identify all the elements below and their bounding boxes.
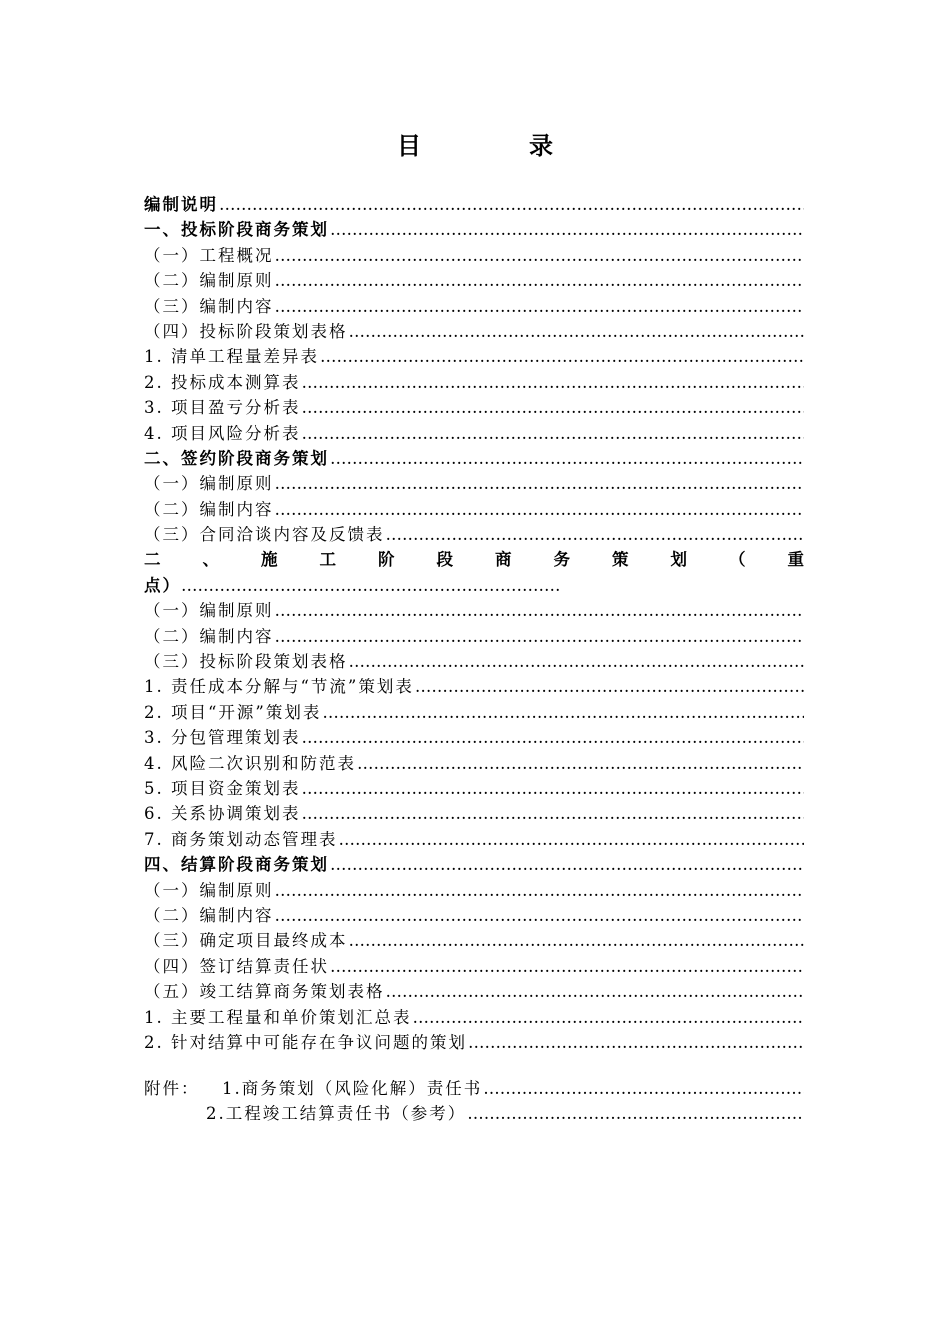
toc-leader-dots: …………………………………………………………… [181, 575, 561, 595]
spread-heading-char: 施 [261, 550, 278, 570]
spread-heading-char: 重 [787, 550, 804, 570]
toc-leader-dots [275, 294, 805, 319]
toc-leader-dots [483, 1076, 804, 1101]
toc-entry-label: 2. 投标成本测算表 [144, 372, 301, 392]
toc-entry-label: （二）编制原则 [144, 271, 274, 291]
toc-entry[interactable] [144, 217, 804, 242]
toc-entry-label: 1. 清单工程量差异表 [144, 347, 319, 367]
toc-entry-label: （三）投标阶段策划表格 [144, 652, 348, 672]
toc-leader-dots [386, 522, 805, 547]
toc-entry[interactable] [144, 624, 804, 649]
toc-entry[interactable] [144, 319, 804, 344]
toc-leader-dots [349, 928, 805, 953]
toc-entry[interactable] [144, 827, 804, 852]
toc-entry-label: 编制说明 [144, 195, 218, 214]
toc-entry[interactable] [144, 700, 804, 725]
toc-entry[interactable] [144, 852, 804, 877]
annex-item-label: 1.商务策划（风险化解）责任书 [222, 1079, 483, 1098]
toc-leader-dots [349, 649, 805, 674]
toc-entry[interactable] [144, 1005, 804, 1030]
toc-entry[interactable] [144, 979, 804, 1004]
toc-leader-dots [275, 243, 805, 268]
toc-leader-dots [330, 217, 804, 242]
toc-leader-dots [330, 446, 804, 471]
toc-entry-label: 3. 分包管理策划表 [144, 728, 301, 748]
toc-leader-dots [320, 344, 804, 369]
spread-heading-char: 阶 [378, 550, 395, 570]
toc-entry-label: 6. 关系协调策划表 [144, 804, 301, 824]
toc-entry[interactable] [144, 395, 804, 420]
toc-leader-dots [357, 751, 804, 776]
toc-entry[interactable] [144, 751, 804, 776]
toc-entry-label: 5. 项目资金策划表 [144, 778, 301, 798]
toc-entry-label: 二、签约阶段商务策划 [144, 448, 329, 468]
toc-leader-dots [413, 1005, 805, 1030]
toc-entry-label: （三）合同洽谈内容及反馈表 [144, 525, 385, 545]
toc-entry-spread-heading-tail[interactable] [144, 573, 804, 598]
toc-entry[interactable] [144, 801, 804, 826]
toc-entry-label: 一、投标阶段商务策划 [144, 220, 329, 240]
toc-entry-label: （一）编制原则 [144, 601, 274, 621]
toc-leader-dots [275, 497, 805, 522]
toc-entry-label: 四、结算阶段商务策划 [144, 855, 329, 875]
toc-leader-dots [275, 471, 805, 496]
toc-entry-label: （二）编制内容 [144, 905, 274, 925]
spread-heading-char: 二 [144, 550, 161, 570]
toc-entry[interactable] [144, 878, 804, 903]
spread-heading-char: （ [729, 550, 746, 570]
toc-entry[interactable] [144, 471, 804, 496]
toc-entry-label: （二）编制内容 [144, 499, 274, 519]
toc-leader-dots [302, 801, 805, 826]
spread-heading-char: 策 [612, 550, 629, 570]
toc-entry-label: （四）签订结算责任状 [144, 956, 329, 976]
toc-section-1 [144, 192, 804, 547]
toc-entry-label: （一）编制原则 [144, 474, 274, 494]
page-title: 目 录 [397, 131, 595, 160]
spread-heading [144, 547, 804, 572]
toc-leader-dots [415, 674, 804, 699]
toc-leader-dots [275, 903, 805, 928]
toc-entry-label: 2. 项目“开源”策划表 [144, 702, 322, 722]
toc-entry[interactable] [144, 674, 804, 699]
toc-leader-dots [339, 827, 805, 852]
toc-entry-label: 4. 风险二次识别和防范表 [144, 753, 356, 773]
toc-entry[interactable] [144, 903, 804, 928]
annex-item[interactable] [144, 1101, 804, 1126]
spread-heading-char: 务 [553, 550, 570, 570]
spread-heading-char: 、 [202, 550, 219, 570]
toc-entry[interactable] [144, 776, 804, 801]
annex-prefix: 附件： [144, 1079, 200, 1098]
toc-leader-dots [330, 852, 804, 877]
toc-leader-dots [302, 395, 805, 420]
toc-leader-dots [468, 1030, 804, 1055]
toc-leader-dots [349, 319, 805, 344]
spread-heading-char: 工 [319, 550, 336, 570]
spread-heading-char: 商 [495, 550, 512, 570]
toc-leader-dots [302, 421, 805, 446]
annex-item-label: 2.工程竣工结算责任书（参考） [206, 1104, 467, 1124]
table-of-contents [144, 192, 804, 1055]
toc-entry[interactable] [144, 954, 804, 979]
toc-leader-dots [302, 776, 805, 801]
toc-leader-dots [275, 598, 805, 623]
toc-entry[interactable] [144, 294, 804, 319]
toc-entry-label: （一）编制原则 [144, 880, 274, 900]
toc-entry[interactable] [144, 268, 804, 293]
toc-leader-dots [219, 192, 804, 217]
toc-entry[interactable] [144, 725, 804, 750]
toc-entry[interactable] [144, 370, 804, 395]
toc-leader-dots [386, 979, 805, 1004]
toc-entry-label: 2. 针对结算中可能存在争议问题的策划 [144, 1032, 467, 1052]
toc-entry[interactable] [144, 928, 804, 953]
toc-leader-dots [275, 878, 805, 903]
toc-entry-label: （四）投标阶段策划表格 [144, 321, 348, 341]
toc-leader-dots [275, 624, 805, 649]
toc-entry-label: （二）编制内容 [144, 626, 274, 646]
toc-entry-label: 3. 项目盈亏分析表 [144, 398, 301, 418]
toc-entry-label: 7. 商务策划动态管理表 [144, 829, 338, 849]
toc-entry[interactable] [144, 192, 804, 217]
toc-entry[interactable] [144, 243, 804, 268]
toc-entry-label: 点） [144, 575, 181, 595]
toc-entry[interactable] [144, 421, 804, 446]
toc-entry[interactable] [144, 598, 804, 623]
toc-leader-dots [330, 954, 804, 979]
toc-section-2 [144, 598, 804, 1055]
toc-entry[interactable] [144, 497, 804, 522]
toc-entry[interactable] [144, 344, 804, 369]
annex-item[interactable] [144, 1076, 804, 1101]
toc-entry-spread-heading[interactable] [144, 547, 804, 572]
toc-entry[interactable] [144, 649, 804, 674]
toc-leader-dots [322, 700, 804, 725]
toc-entry[interactable] [144, 1030, 804, 1055]
toc-entry-label: （三）确定项目最终成本 [144, 931, 348, 951]
toc-entry[interactable] [144, 446, 804, 471]
annex-list [144, 1076, 804, 1127]
toc-leader-dots [302, 370, 805, 395]
toc-leader-dots [302, 725, 805, 750]
toc-entry-label: 1. 主要工程量和单价策划汇总表 [144, 1007, 412, 1027]
spread-heading-char: 段 [436, 550, 453, 570]
toc-entry-label: 1. 责任成本分解与“节流”策划表 [144, 677, 414, 697]
toc-leader-dots [275, 268, 805, 293]
toc-entry-label: （一）工程概况 [144, 245, 274, 265]
toc-entry[interactable] [144, 522, 804, 547]
toc-entry-label: （三）编制内容 [144, 296, 274, 316]
spread-heading-char: 划 [670, 550, 687, 570]
toc-entry-label: （五）竣工结算商务策划表格 [144, 982, 385, 1002]
toc-leader-dots [467, 1101, 804, 1126]
toc-entry-label: 4. 项目风险分析表 [144, 423, 301, 443]
